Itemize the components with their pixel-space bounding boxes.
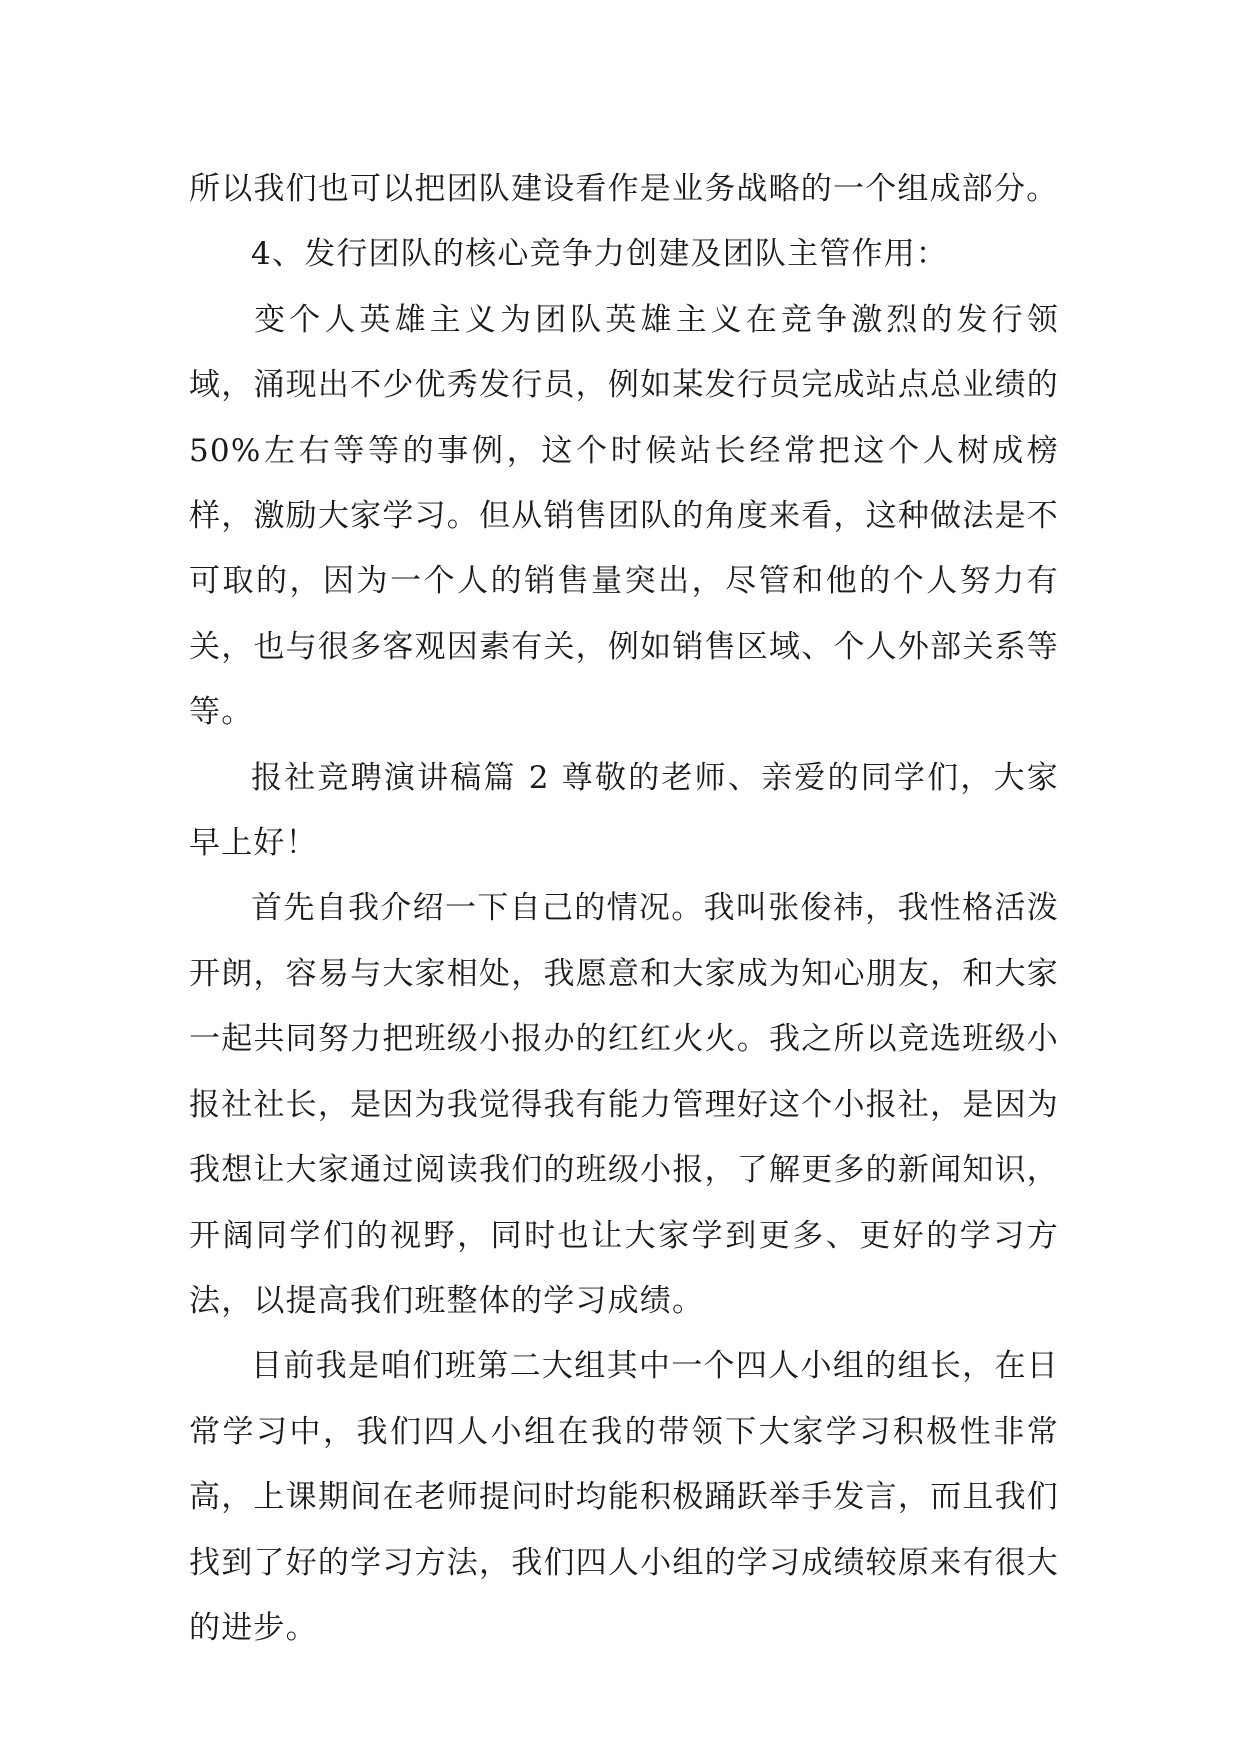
paragraph: 目前我是咱们班第二大组其中一个四人小组的组长，在日常学习中，我们四人小组在我的带领下大家学习积极性非常高，上课期间在老师提问时均能积极踊跃举手发言，而且我们找到了好的学习方法，我们四人小组的学习成绩较原来有很大的进步。 [189,1348,1059,1646]
paragraph: 所以我们也可以把团队建设看作是业务战略的一个组成部分。 [189,171,1059,207]
body-text [189,157,1059,1661]
paragraph: 首先自我介绍一下自己的情况。我叫张俊祎，我性格活泼开朗，容易与大家相处，我愿意和大家成为知心朋友，和大家一起共同努力把班级小报办的红红火火。我之所以竞选班级小报社社长，是因为我觉得我有能力管理好这个小报社，是因为我想让大家通过阅读我们的班级小报，了解更多的新闻知识，开阔同学们的视野，同时也让大家学到更多、更好的学习方法，以提高我们班整体的学习成绩。 [189,890,1059,1319]
section-heading: 4、发行团队的核心竞争力创建及团队主管作用： [251,236,949,273]
speech-title: 报社竞聘演讲稿篇 2 尊敬的老师、亲爱的同学们，大家早上好！ [189,759,1059,862]
paragraph: 变个人英雄主义为团队英雄主义在竞争激烈的发行领域，涌现出不少优秀发行员，例如某发行员完成站点总业绩的 50%左右等等的事例，这个时候站长经常把这个人树成榜样，激励大家学习。但从销售团队的角度来看，这种做法是不可取的，因为一个人的销售量突出，尽管和他的个人努力有关，也与很多客观因素有关，例如销售区域、个人外部关系等等。 [189,301,1059,731]
